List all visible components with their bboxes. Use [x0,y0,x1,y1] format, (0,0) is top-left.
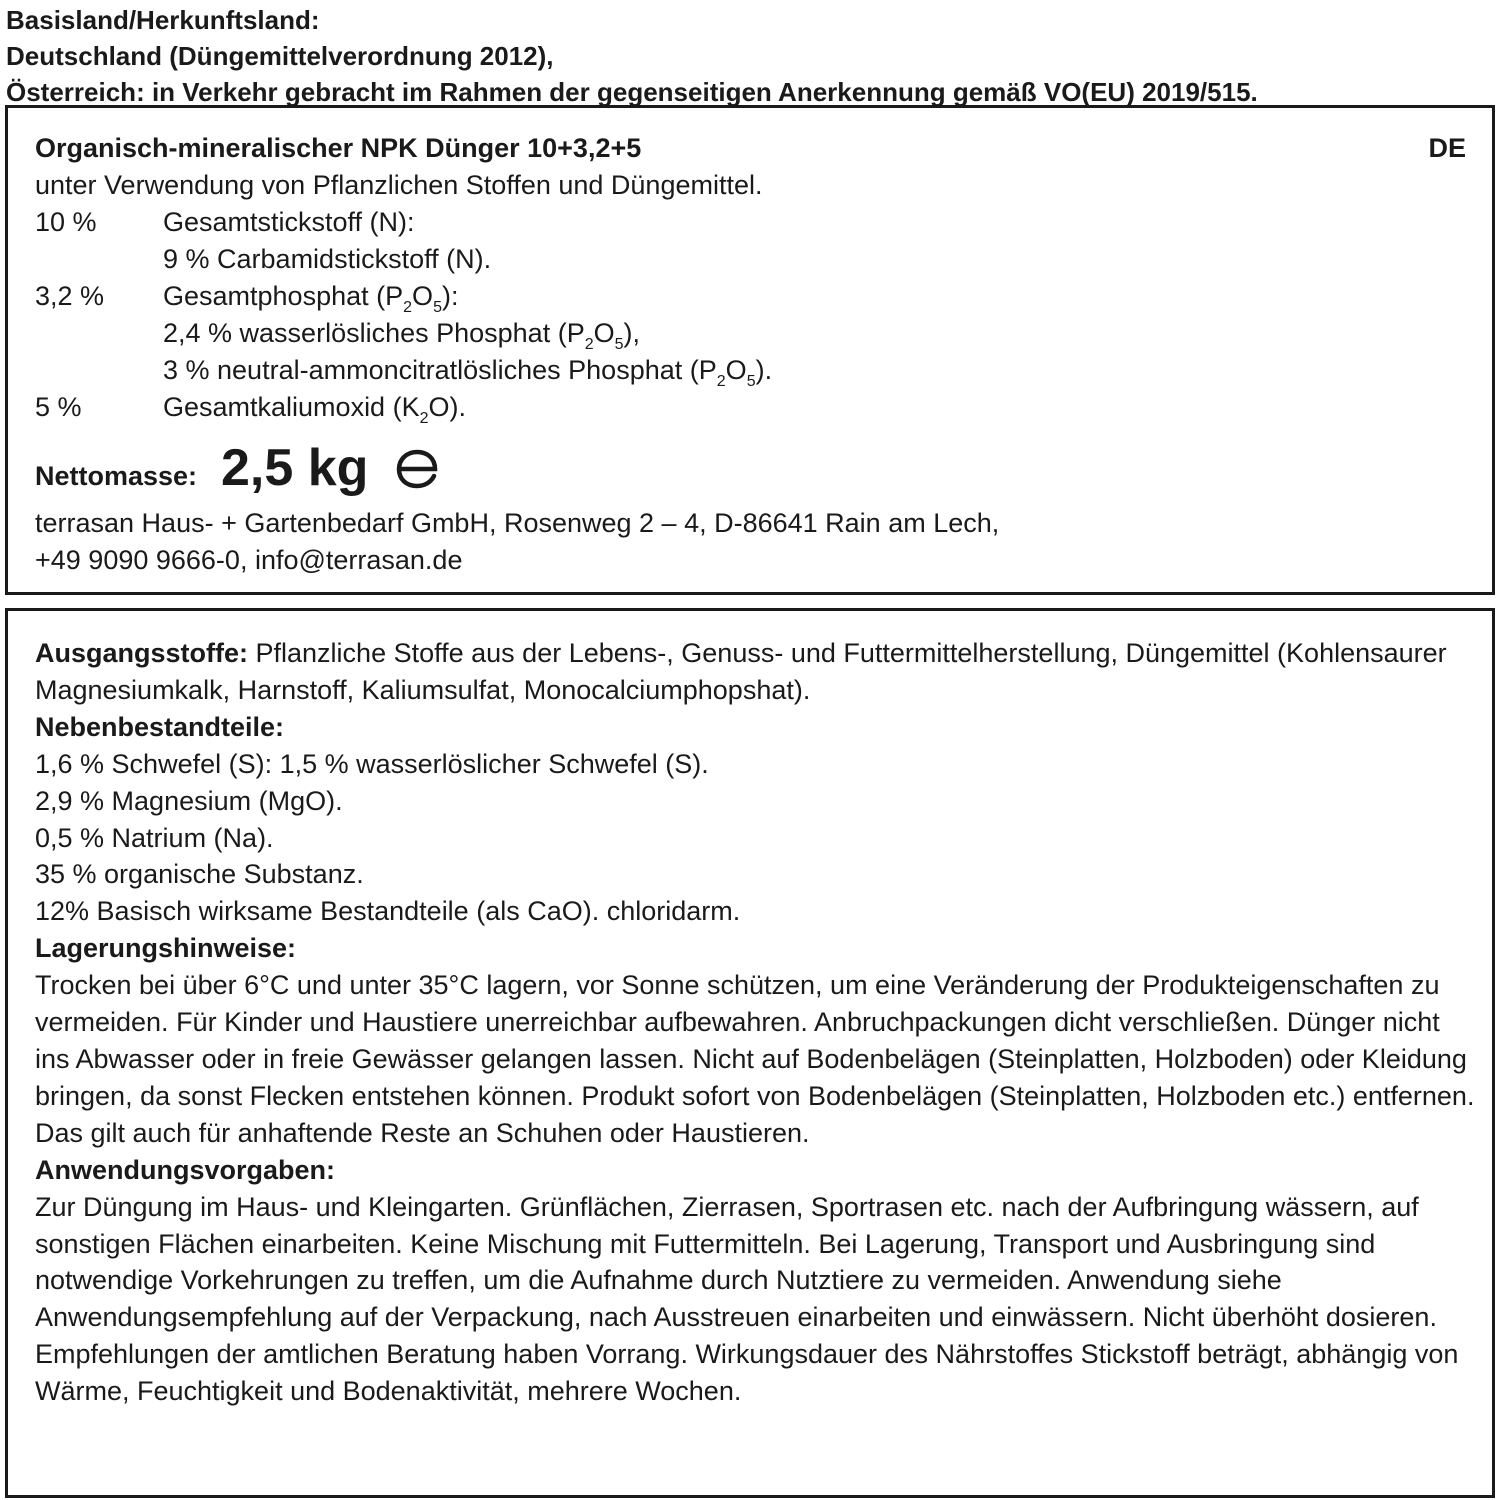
potassium-percent: 5 % [35,392,82,422]
origin-heading: Basisland/Herkunftsland: [6,5,320,35]
anwendung-heading: Anwendungsvorgaben: [35,1154,336,1185]
phosphate-description: Gesamtphosphat $(P_2O_5)$: [163,281,459,316]
company-address: terrasan Haus- + Gartenbedarf GmbH, Rosenweg 2 – 4, D-86641 Rain am Lech, [35,508,1000,538]
net-mass-value: 2,5 kg [221,439,369,497]
lagerung-heading: Lagerungshinweise: [35,933,297,964]
details-content [35,635,1475,1410]
origin-germany-line: Deutschland (Düngemittelverordnung 2012), [6,41,554,71]
product-declaration-box [5,105,1495,595]
ausgangsstoffe-label: Ausgangsstoffe: [35,638,249,668]
product-subtitle: unter Verwendung von Pflanzlichen Stoffen und Düngemittel. [35,170,763,200]
net-mass-label: Nettomasse: [35,461,198,491]
beratung-text: Empfehlungen der amtlichen Beratung haben Vorrang. Wirkungsdauer des Nährstoffes Stickstoff beträgt, abhängig von Wärme, Feuchtigkeit und Bodenaktivität, mehrere Wochen. [35,1339,1459,1407]
origin-header [6,2,1486,110]
phosphate-water-soluble: 2,4 % wasserlösliches Phosphat $(P_2O_5)$, [163,318,641,353]
ausgangsstoffe-text: Pflanzliche Stoffe aus der Lebens-, Genuss- und Futtermittelherstellung, Düngemittel (Kohlensaurer Magnesiumkalk, Harnstoff, Kaliumsulfat, Monocalciumphopshat). [35,638,1447,705]
nebenbestandteil-item: 0,5 % Natrium (Na). [35,822,274,853]
phosphate-ammoncitrate-soluble: 3 % neutral-ammoncitratlösliches Phosphat $(P_2O_5)$. [163,355,773,390]
nitrogen-description: Gesamtstickstoff (N): [163,207,415,237]
nebenbestandteile-heading: Nebenbestandteile: [35,711,285,742]
estimated-sign-icon [394,446,440,492]
nebenbestandteil-item: 1,6 % Schwefel (S): 1,5 % wasserlöslicher Schwefel (S). [35,748,709,779]
company-contact: +49 9090 9666-0, info@terrasan.de [35,545,463,575]
nitrogen-percent: 10 % [35,207,97,237]
anwendung-text: Zur Düngung im Haus- und Kleingarten. Grünflächen, Zierrasen, Sportrasen etc. nach der Aufbringung wässern, auf sonstigen Flächen einarbeiten. Keine Mischung mit Futtermitteln. Bei Lagerung, Transport und Ausbringung sind notwendige Vorkehrungen zu treffen, um die Aufnahme durch Nutztiere zu vermeiden. Anwendung siehe Anwendungsempfehlung auf der Verpackung, nach Ausstreuen einarbeiten und einwässern. Nicht überhöht dosieren. [35,1191,1437,1333]
potassium-description: Gesamtkaliumoxid $(K_2O)$. [163,392,466,427]
nebenbestandteil-item: 12% Basisch wirksame Bestandteile (als CaO). chloridarm. [35,896,741,927]
product-title: Organisch-mineralischer NPK Dünger 10+3,2+5 [35,133,642,163]
nebenbestandteil-item: 2,9 % Magnesium (MgO). [35,785,343,816]
phosphate-percent: 3,2 % [35,281,105,311]
nitrogen-sub-description: 9 % Carbamidstickstoff (N). [163,244,492,274]
lagerung-text: Trocken bei über 6°C und unter 35°C lagern, vor Sonne schützen, um eine Veränderung der Produkteigenschaften zu vermeiden. Für Kinder und Haustiere unerreichbar aufbewahren. Anbruchpackungen dicht verschließen. Dünger nicht ins Abwasser oder in freie Gewässer gelangen lassen. Nicht auf Bodenbelägen (Steinplatten, Holzboden) oder Kleidung bringen, da sonst Flecken entstehen können. Produkt sofort von Bodenbelägen (Steinplatten, Holzboden etc.) entfernen. Das gilt auch für anhaftende Reste an Schuhen oder Haustieren. [35,970,1475,1148]
details-box [5,608,1495,1498]
ausgangsstoffe-paragraph [35,635,1475,709]
origin-austria-line: Österreich: in Verkehr gebracht im Rahmen der gegenseitigen Anerkennung gemäß VO(EU) 2019/515. [6,77,1258,107]
country-code: DE [1428,133,1466,163]
nebenbestandteil-item: 35 % organische Substanz. [35,859,364,890]
